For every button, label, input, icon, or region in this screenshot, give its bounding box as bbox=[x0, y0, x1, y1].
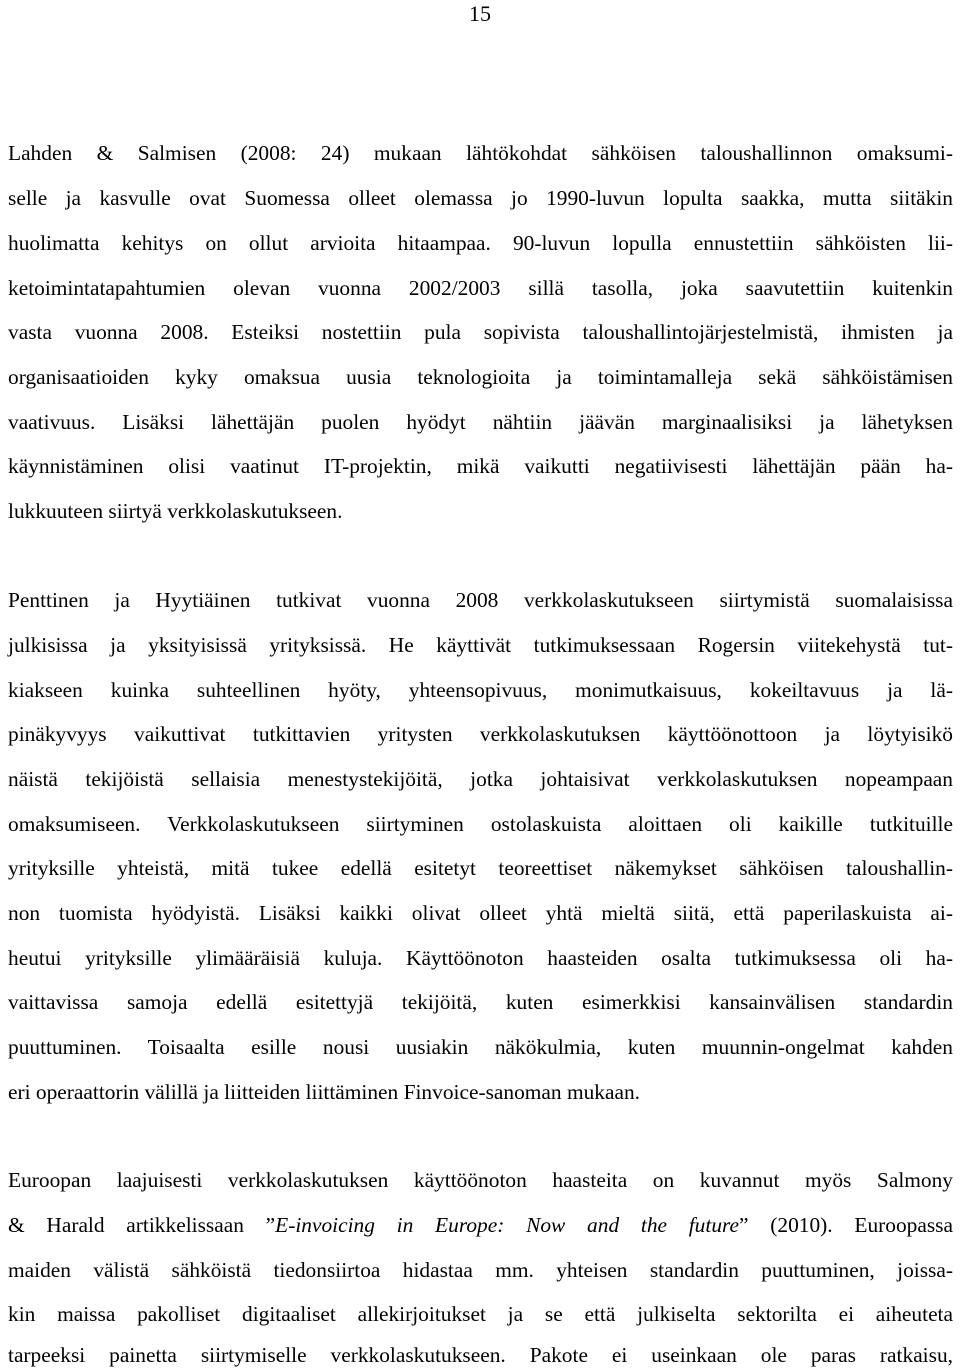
paragraph-line: vaativuus. Lisäksi lähettäjän puolen hyödyt nähtiin jäävän marginaalisiksi ja lähetyksen bbox=[8, 410, 953, 434]
paragraph-line: vasta vuonna 2008. Esteiksi nostettiin pula sopivista taloushallintojärjestelmistä, ihmisten ja bbox=[8, 320, 953, 344]
paragraph-line: huolimatta kehitys on ollut arvioita hitaampaa. 90-luvun lopulla ennustettiin sähköisten lii- bbox=[8, 231, 953, 255]
paragraph-line: yrityksille yhteistä, mitä tukee edellä esitetyt teoreettiset näkemykset sähköisen taloushallin- bbox=[8, 856, 953, 880]
paragraph-line: julkisissa ja yksityisissä yrityksissä. He käyttivät tutkimuksessaan Rogersin viitekehystä tut- bbox=[8, 633, 953, 657]
paragraph-line: Penttinen ja Hyytiäinen tutkivat vuonna 2008 verkkolaskutukseen siirtymistä suomalaisissa bbox=[8, 588, 953, 612]
paragraph-line: non tuomista hyödyistä. Lisäksi kaikki olivat olleet yhtä mieltä siitä, että paperilaskuista ai- bbox=[8, 901, 953, 925]
paragraph-line: kiakseen kuinka suhteellinen hyöty, yhteensopivuus, monimutkaisuus, kokeiltavuus ja lä- bbox=[8, 678, 953, 702]
paragraph-line: vaittavissa samoja edellä esitettyjä tekijöitä, kuten esimerkkisi kansainvälisen standardin bbox=[8, 990, 953, 1014]
line-text: ” (2010). Euroopassa bbox=[739, 1213, 953, 1237]
paragraph-line: pinäkyvyys vaikuttivat tutkittavien yritysten verkkolaskutuksen käyttöönottoon ja löytyisikö bbox=[8, 722, 953, 746]
paragraph-line: Euroopan laajuisesti verkkolaskutuksen käyttöönoton haasteita on kuvannut myös Salmony bbox=[8, 1168, 953, 1192]
paragraph-line: eri operaattorin välillä ja liitteiden liittäminen Finvoice-sanoman mukaan. bbox=[8, 1080, 641, 1104]
page-number: 15 bbox=[469, 1, 491, 26]
paragraph-line: Lahden & Salmisen (2008: 24) mukaan lähtökohdat sähköisen taloushallinnon omaksumi- bbox=[8, 141, 953, 165]
article-title: E-invoicing in Europe: Now and the future bbox=[275, 1213, 740, 1237]
paragraph-line: ketoimintatapahtumien olevan vuonna 2002/2003 sillä tasolla, joka saavutettiin kuitenkin bbox=[8, 276, 953, 300]
paragraph-line: heutui yrityksille ylimääräisiä kuluja. Käyttöönoton haasteiden osalta tutkimuksessa oli ha- bbox=[8, 946, 953, 970]
paragraph-line: käynnistäminen olisi vaatinut IT-projektin, mikä vaikutti negatiivisesti lähettäjän pään ha- bbox=[8, 454, 953, 478]
paragraph-line-with-title bbox=[8, 1210, 953, 1240]
paragraph-line: lukkuuteen siirtyä verkkolaskutukseen. bbox=[8, 499, 343, 523]
paragraph-line: organisaatioiden kyky omaksua uusia teknologioita ja toimintamalleja sekä sähköistämisen bbox=[8, 365, 953, 389]
paragraph-line: kin maissa pakolliset digitaaliset allekirjoitukset ja se että julkiselta sektorilta ei aiheuteta bbox=[8, 1302, 953, 1326]
paragraph-line: tarpeeksi painetta siirtymiselle verkkolaskutukseen. Pakote ei useinkaan ole paras ratkaisu, bbox=[8, 1343, 953, 1367]
paragraph-line: selle ja kasvulle ovat Suomessa olleet olemassa jo 1990-luvun lopulta saakka, mutta siitäkin bbox=[8, 186, 953, 210]
paragraph-line: näistä tekijöistä sellaisia menestystekijöitä, jotka johtaisivat verkkolaskutuksen nopeampaan bbox=[8, 767, 953, 791]
paragraph-line: omaksumiseen. Verkkolaskutukseen siirtyminen ostolaskuista aloittaen oli kaikille tutkituille bbox=[8, 812, 953, 836]
paragraph-line: puuttuminen. Toisaalta esille nousi uusiakin näkökulmia, kuten muunnin-ongelmat kahden bbox=[8, 1035, 953, 1059]
paragraph-line: maiden välistä sähköistä tiedonsiirtoa hidastaa mm. yhteisen standardin puuttuminen, joissa- bbox=[8, 1258, 953, 1282]
line-text: & Harald artikkelissaan ” bbox=[8, 1213, 276, 1237]
